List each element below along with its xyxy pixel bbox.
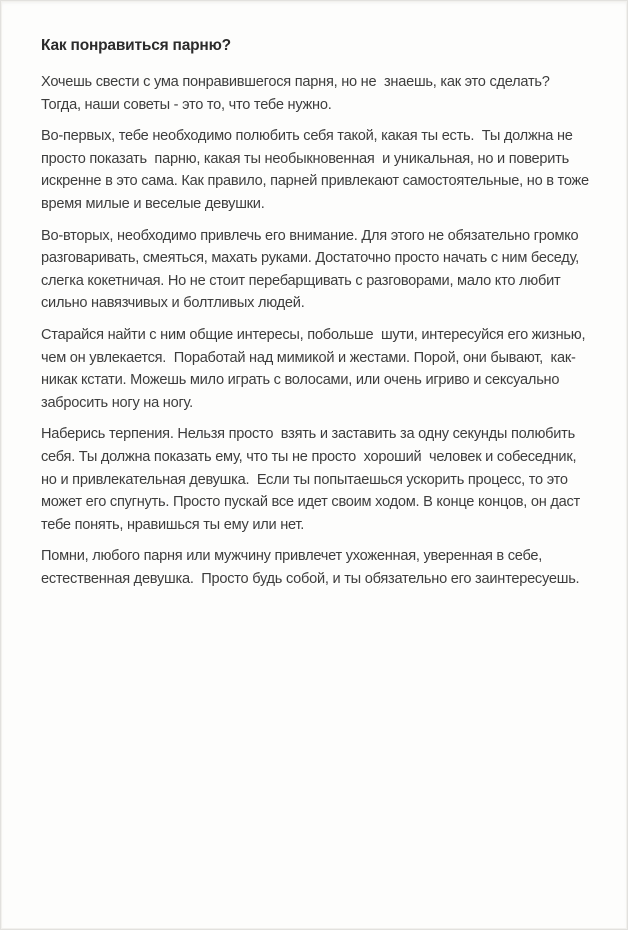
paragraph-second-advice: Во-вторых, необходимо привлечь его внимание. Для этого не обязательно громко разговаривать, смеяться, махать руками. Достаточно просто начать с ним беседу, слегка кокетничая. Но не стоит перебарщивать с разговорами, мало кто любит сильно навязчивых и болтливых людей. bbox=[41, 227, 583, 312]
paragraph-conclusion: Помни, любого парня или мужчину привлечет ухоженная, уверенная в себе, естественная девушка. Просто будь собой, и ты обязательно его заинтересуешь. bbox=[41, 548, 580, 587]
paragraph-first-advice: Во-первых, тебе необходимо полюбить себя такой, какая ты есть. Ты должна не просто показать парню, какая ты необыкновенная и уникальная, но и поверить искренне в это сама. Как правило, парней привлекают самостоятельные, но в тоже время милые и веселые девушки. bbox=[41, 128, 593, 212]
page-title: Как понравиться парню? bbox=[41, 37, 231, 54]
document-content bbox=[1, 1, 627, 590]
paragraph-intro: Хочешь свести с ума понравившегося парня, но не знаешь, как это сделать? Тогда, наши советы - это то, что тебе нужно. bbox=[41, 74, 554, 113]
paragraph-patience: Наберись терпения. Нельзя просто взять и заставить за одну секунды полюбить себя. Ты должна показать ему, что ты не просто хороший человек и собеседник, но и привлекательная девушка. Если ты попытаешься ускорить процесс, то это может его спугнуть. Просто пускай все идет своим ходом. В конце концов, он даст тебе понять, нравишься ты ему или нет. bbox=[41, 426, 584, 533]
paragraph-common-interests: Старайся найти с ним общие интересы, побольше шути, интересуйся его жизнью, чем он увлекается. Поработай над мимикой и жестами. Порой, они бывают, как-никак кстати. Можешь мило играть с волосами, или очень игриво и сексуально забросить ногу на ногу. bbox=[41, 326, 590, 411]
